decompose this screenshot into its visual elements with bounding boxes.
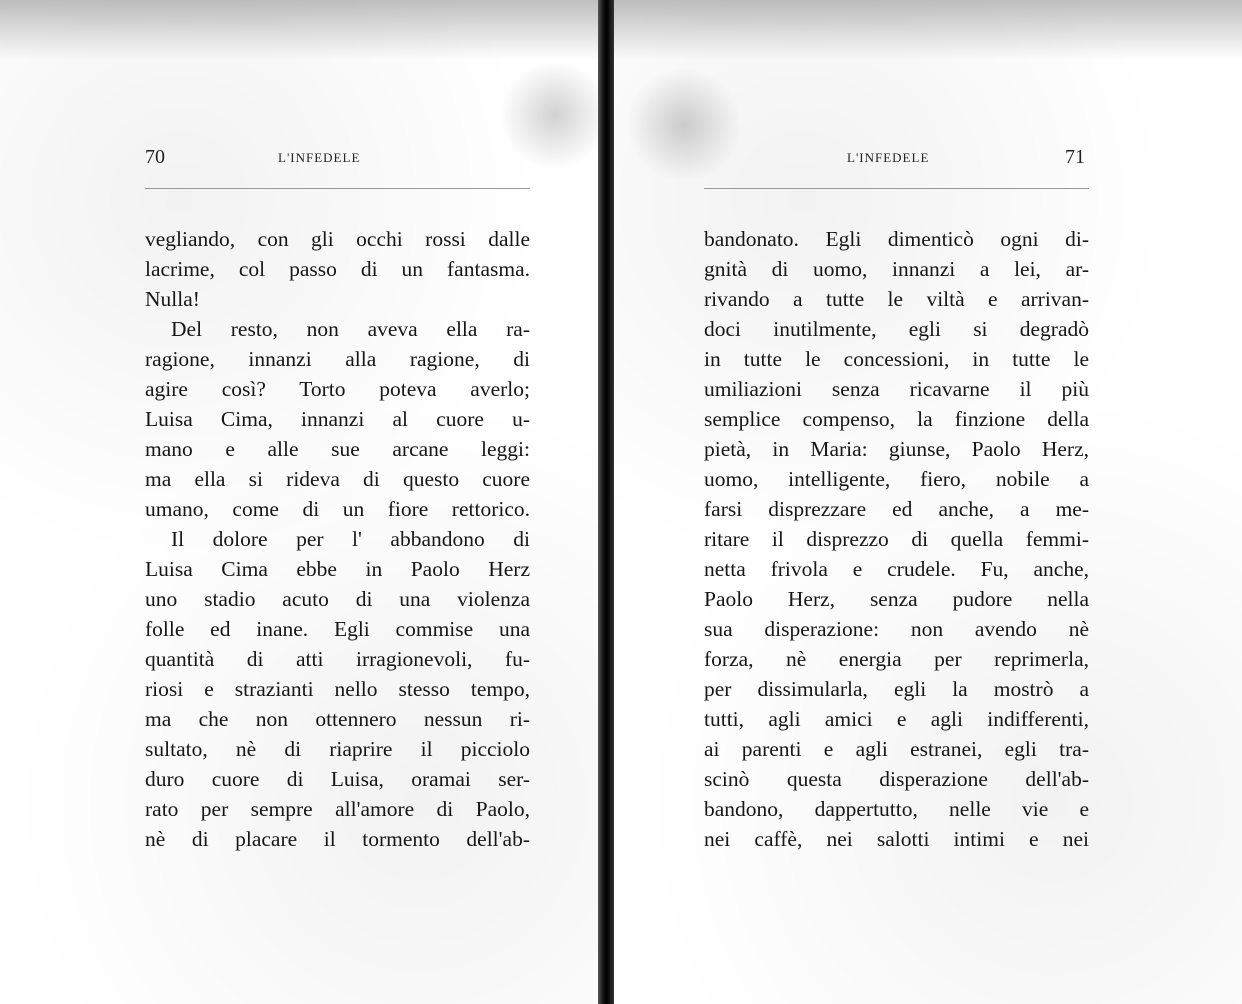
text-line: netta frivola e crudele. Fu, anche, bbox=[704, 557, 1089, 581]
text-line: nei caffè, nei salotti intimi e nei bbox=[704, 827, 1089, 851]
text-line: uno stadio acuto di una violenza bbox=[145, 587, 530, 611]
body-text bbox=[704, 224, 1089, 854]
text-line: farsi disprezzare ed anche, a me- bbox=[704, 497, 1089, 521]
text-line: rivando a tutte le viltà e arrivan- bbox=[704, 287, 1089, 311]
text-line: forza, nè energia per reprimerla, bbox=[704, 647, 1089, 671]
text-line: rato per sempre all'amore di Paolo, bbox=[145, 797, 530, 821]
text-line: scinò questa disperazione dell'ab- bbox=[704, 767, 1089, 791]
right-page bbox=[614, 0, 1242, 1004]
text-line: Nulla! bbox=[145, 287, 200, 311]
text-line: uomo, intelligente, fiero, nobile a bbox=[704, 467, 1089, 491]
text-line: Luisa Cima, innanzi al cuore u- bbox=[145, 407, 530, 431]
text-line: umano, come di un fiore rettorico. bbox=[145, 497, 530, 521]
running-head: L'INFEDELE bbox=[847, 150, 930, 165]
text-line: umiliazioni senza ricavarne il più bbox=[704, 377, 1089, 401]
text-line: sultato, nè di riaprire il picciolo bbox=[145, 737, 530, 761]
text-line: tutti, agli amici e agli indifferenti, bbox=[704, 707, 1089, 731]
text-line: ai parenti e agli estranei, egli tra- bbox=[704, 737, 1089, 761]
page-number: 70 bbox=[145, 146, 165, 168]
text-line: folle ed inane. Egli commise una bbox=[145, 617, 530, 641]
text-line: per dissimularla, egli la mostrò a bbox=[704, 677, 1089, 701]
text-line: ragione, innanzi alla ragione, di bbox=[145, 347, 530, 371]
text-line: Paolo Herz, senza pudore nella bbox=[704, 587, 1089, 611]
text-line: vegliando, con gli occhi rossi dalle bbox=[145, 227, 530, 251]
text-line: doci inutilmente, egli si degradò bbox=[704, 317, 1089, 341]
page-number: 71 bbox=[1065, 146, 1085, 168]
text-line: Luisa Cima ebbe in Paolo Herz bbox=[145, 557, 530, 581]
left-page bbox=[0, 0, 598, 1004]
text-line: sua disperazione: non avendo nè bbox=[704, 617, 1089, 641]
top-shadow bbox=[0, 0, 598, 60]
book-spine bbox=[598, 0, 614, 1004]
text-line: ma che non ottennero nessun ri- bbox=[145, 707, 530, 731]
text-line: Il dolore per l' abbandono di bbox=[171, 527, 530, 551]
text-line: bandono, dappertutto, nelle vie e bbox=[704, 797, 1089, 821]
text-line: mano e alle sue arcane leggi: bbox=[145, 437, 530, 461]
text-line: agire così? Torto poteva averlo; bbox=[145, 377, 530, 401]
text-line: bandonato. Egli dimenticò ogni di- bbox=[704, 227, 1089, 251]
page-stain bbox=[624, 70, 744, 180]
text-line: lacrime, col passo di un fantasma. bbox=[145, 257, 530, 281]
text-line: ritare il disprezzo di quella femmi- bbox=[704, 527, 1089, 551]
text-line: semplice compenso, la finzione della bbox=[704, 407, 1089, 431]
running-head: L'INFEDELE bbox=[278, 150, 361, 165]
text-line: riosi e strazianti nello stesso tempo, bbox=[145, 677, 530, 701]
page-stain bbox=[500, 60, 598, 170]
text-line: in tutte le concessioni, in tutte le bbox=[704, 347, 1089, 371]
text-line: Del resto, non aveva ella ra- bbox=[171, 317, 530, 341]
text-line: gnità di uomo, innanzi a lei, ar- bbox=[704, 257, 1089, 281]
text-line: ma ella si rideva di questo cuore bbox=[145, 467, 530, 491]
header-rule bbox=[704, 188, 1089, 189]
body-text bbox=[145, 224, 530, 854]
text-line: quantità di atti irragionevoli, fu- bbox=[145, 647, 530, 671]
text-line: duro cuore di Luisa, oramai ser- bbox=[145, 767, 530, 791]
header-rule bbox=[145, 188, 530, 189]
text-line: nè di placare il tormento dell'ab- bbox=[145, 827, 530, 851]
text-line: pietà, in Maria: giunse, Paolo Herz, bbox=[704, 437, 1089, 461]
top-shadow bbox=[614, 0, 1242, 60]
